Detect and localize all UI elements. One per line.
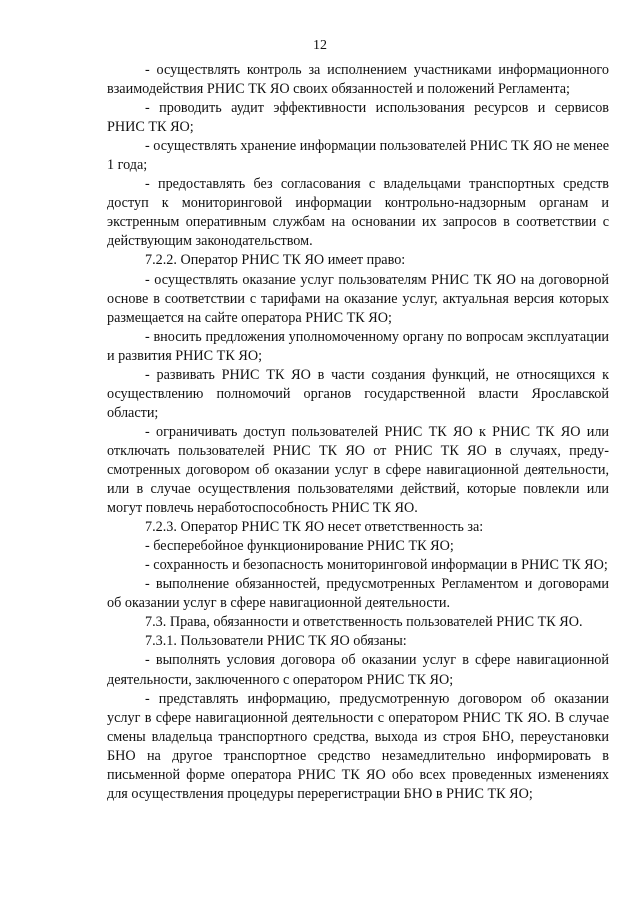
document-body (107, 61, 609, 804)
paragraph: - ограничивать доступ пользователей РНИС ТК ЯО к РНИС ТК ЯО или отключать пользователей РНИС ТК ЯО от РНИС ТК ЯО в случаях, предусмотренных договором об оказании услуг в сфере навигационной деятельности, или в случае осуществления пользователями действий, которые повлекли или могут повлечь неработоспособность РНИС ТК ЯО. (107, 423, 609, 517)
paragraph: - проводить аудит эффективности использования ресурсов и сервисов РНИС ТК ЯО; (107, 100, 609, 136)
paragraph: - сохранность и безопасность мониторинговой информации в РНИС ТК ЯО; (145, 557, 608, 574)
section-heading: 7.2.2. Оператор РНИС ТК ЯО имеет право: (145, 252, 406, 269)
paragraph: - вносить предложения уполномоченному органу по вопросам эксплуатации и развития РНИС ТК ЯО; (107, 328, 609, 364)
paragraph: - осуществлять оказание услуг пользователям РНИС ТК ЯО на договорной основе в соответствии с тарифами на оказание услуг, актуальная версия которых размещается на сайте оператора РНИС ТК ЯО; (107, 271, 609, 326)
paragraph: - выполнение обязанностей, предусмотренных Регламентом и договорами об оказании услуг в сфере навигационной деятельности. (107, 576, 609, 612)
section-heading: 7.3. Права, обязанности и ответственность пользователей РНИС ТК ЯО. (145, 614, 583, 631)
paragraph: - выполнять условия договора об оказании услуг в сфере навигационной деятельности, заключенного с оператором РНИС ТК ЯО; (107, 652, 609, 688)
page-number: 12 (313, 38, 327, 53)
section-heading: 7.3.1. Пользователи РНИС ТК ЯО обязаны: (145, 633, 407, 650)
paragraph: - бесперебойное функционирование РНИС ТК ЯО; (145, 538, 454, 555)
paragraph: - осуществлять контроль за исполнением участниками информационного взаимодействия РНИС ТК ЯО своих обязанностей и положений Регламента; (107, 62, 609, 98)
paragraph: - представлять информацию, предусмотренную договором об оказании услуг в сфере навигационной деятельности с оператором РНИС ТК ЯО. В случае смены владельца транспортного средства, выхода из строя БНО, переустановки БНО на другое транспортное средство незамедлительно информировать в письменной форме оператора РНИС ТК ЯО обо всех проведенных изменениях для осуществления процедуры перерегистрации БНО в РНИС ТК ЯО; (107, 690, 609, 802)
paragraph: - осуществлять хранение информации пользователей РНИС ТК ЯО не менее 1 года; (107, 138, 609, 174)
paragraph: - предоставлять без согласования с владельцами транспортных средств доступ к мониторинговой информации контрольно-надзорным органам и экстренным оперативным службам на основании их запросов в соответствии с действующим законодательством. (107, 176, 609, 250)
paragraph: - развивать РНИС ТК ЯО в части создания функций, не относящихся к осуществлению полномочий органов государственной власти Ярославской области; (107, 366, 609, 421)
section-heading: 7.2.3. Оператор РНИС ТК ЯО несет ответственность за: (145, 519, 484, 536)
